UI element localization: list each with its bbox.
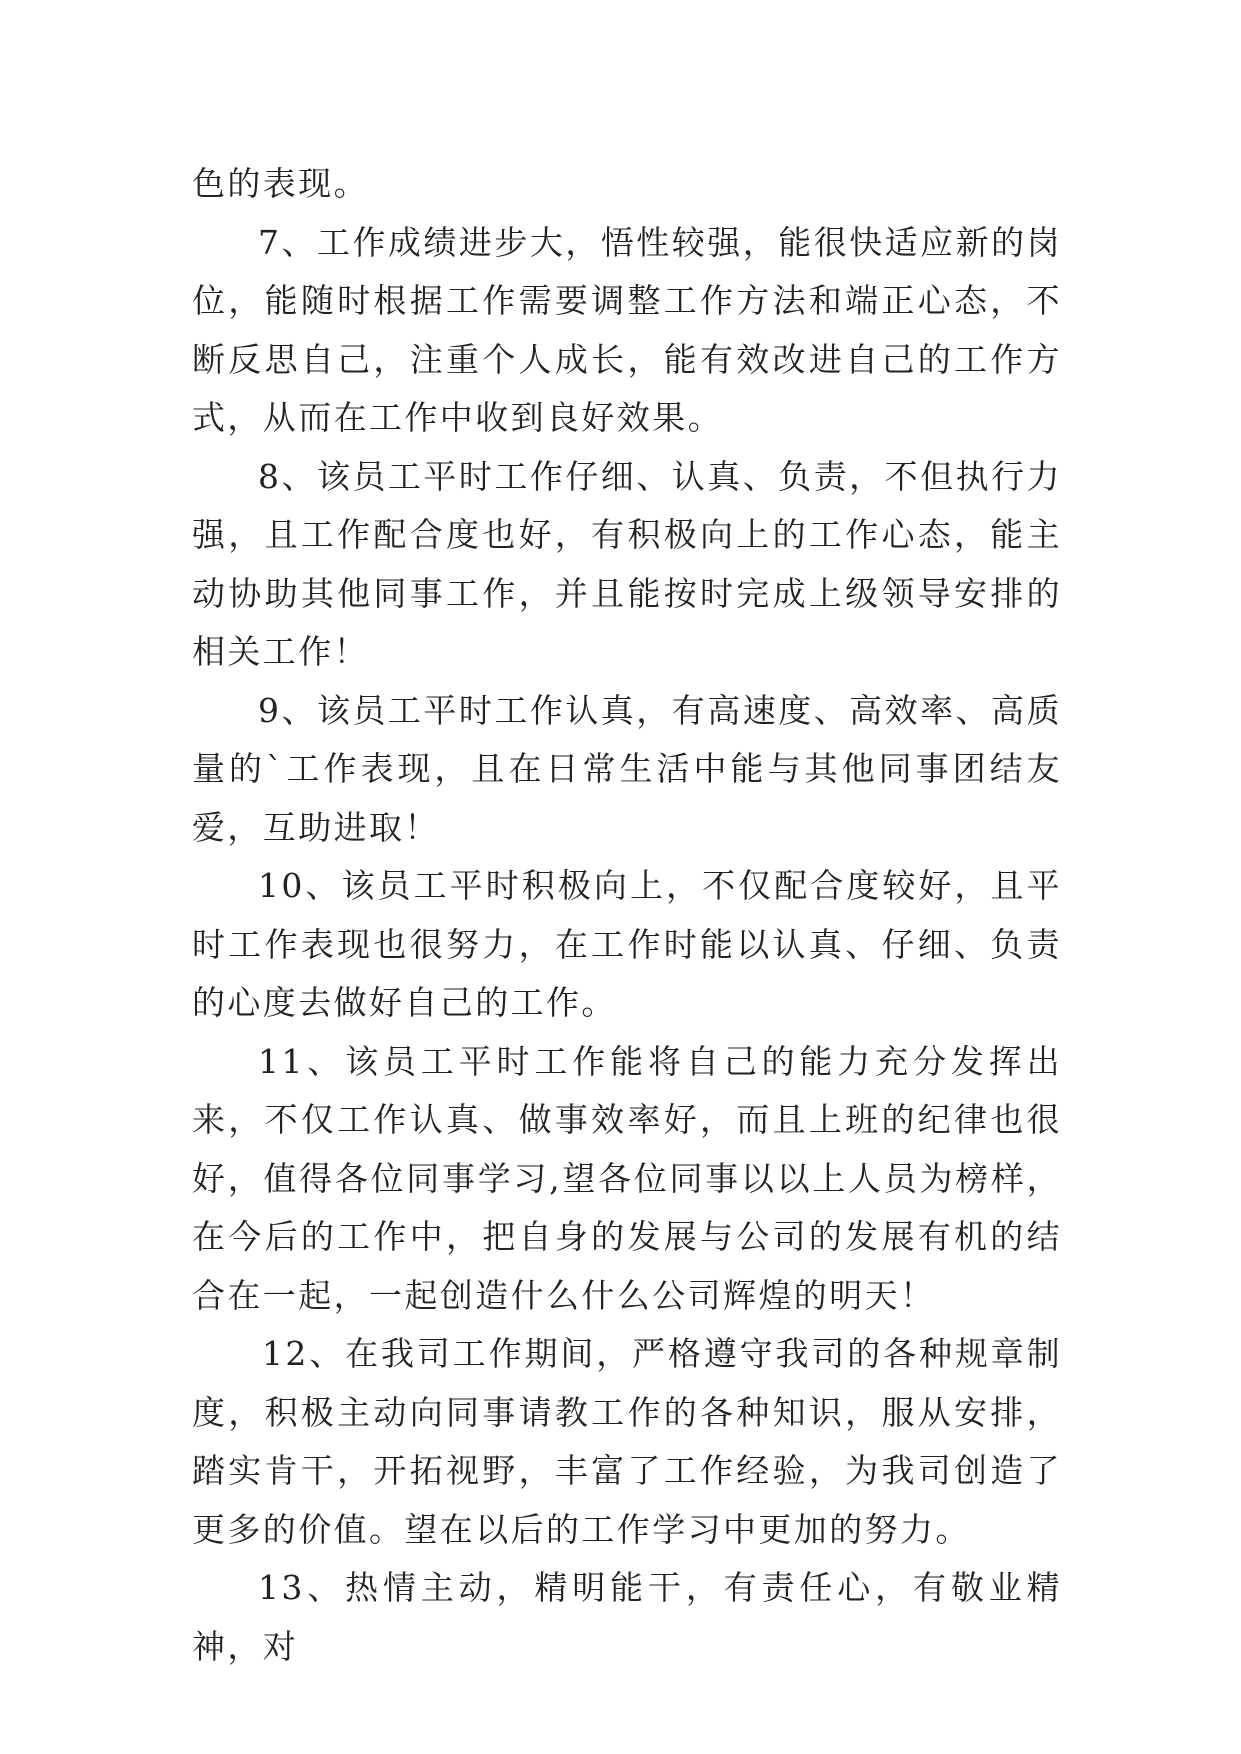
paragraph-item-13: 13、热情主动，精明能干，有责任心，有敬业精神，对 — [192, 1568, 1062, 1666]
document-body — [192, 155, 1062, 1676]
paragraph-item-10: 10、该员工平时积极向上，不仅配合度较好，且平时工作表现也很努力，在工作时能以认真、仔细、负责的心度去做好自己的工作。 — [192, 866, 1062, 1022]
paragraph-item-8: 8、该员工平时工作仔细、认真、负责，不但执行力强，且工作配合度也好，有积极向上的工作心态，能主动协助其他同事工作，并且能按时完成上级领导安排的相关工作！ — [192, 456, 1062, 671]
paragraph-item-7: 7、工作成绩进步大，悟性较强，能很快适应新的岗位，能随时根据工作需要调整工作方法和端正心态，不断反思自己，注重个人成长，能有效改进自己的工作方式，从而在工作中收到良好效果。 — [192, 222, 1062, 437]
paragraph-continuation: 色的表现。 — [192, 164, 369, 203]
paragraph-item-9: 9、该员工平时工作认真，有高速度、高效率、高质量的`工作表现，且在日常生活中能与其他同事团结友爱，互助进取！ — [192, 690, 1062, 847]
paragraph-item-12: 12、在我司工作期间，严格遵守我司的各种规章制度，积极主动向同事请教工作的各种知识，服从安排，踏实肯干，开拓视野，丰富了工作经验，为我司创造了更多的价值。望在以后的工作学习中更加的努力。 — [192, 1334, 1062, 1549]
paragraph-item-11: 11、该员工平时工作能将自己的能力充分发挥出来，不仅工作认真、做事效率好，而且上班的纪律也很好，值得各位同事学习,望各位同事以以上人员为榜样，在今后的工作中，把自身的发展与公司的发展有机的结合在一起，一起创造什么什么公司辉煌的明天！ — [192, 1041, 1062, 1315]
